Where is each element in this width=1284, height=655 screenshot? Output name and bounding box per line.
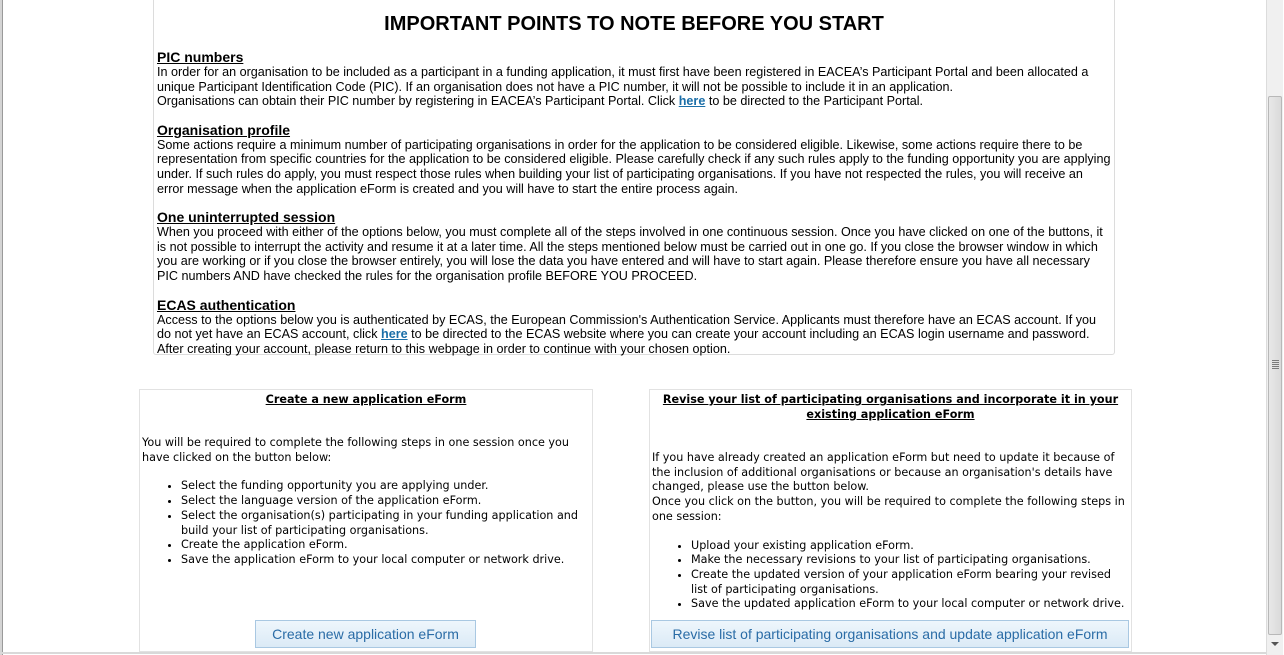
list-item: • Select the organisation(s) participating in your funding application and build your list of participating organisations. <box>181 509 590 538</box>
session-text: When you proceed with either of the options below, you must complete all of the steps involved in one continuous session. Once you have clicked on one of the buttons, it is not possible to interrupt the activity and resume it at a later time. All the steps mentioned below must be carried out in one go. If you close the browser window in which you are working or if you close the browser entirely, you will lose the data you have entered and will have to start again. Please therefore ensure you have all necessary PIC numbers AND have checked the rules for the organisation profile BEFORE YOU PROCEED. <box>157 225 1103 283</box>
create-steps-list <box>142 479 590 567</box>
bottom-divider <box>0 652 1266 654</box>
grip-icon <box>1272 360 1279 369</box>
participant-portal-link[interactable]: here <box>678 94 706 109</box>
ecas-heading: ECAS authentication <box>157 296 296 313</box>
list-item: • Create the application eForm. <box>181 538 590 553</box>
list-item: • Select the language version of the application eForm. <box>181 494 590 509</box>
profile-section <box>157 123 1111 196</box>
pic-text-2: Organisations can obtain their PIC number by registering in EACEA’s Participant Portal. Click <box>157 94 679 109</box>
pic-text-3: to be directed to the Participant Portal. <box>705 94 924 109</box>
create-eform-button[interactable]: Create new application eForm <box>255 620 476 648</box>
scrollbar-thumb[interactable] <box>1268 96 1282 635</box>
profile-text: Some actions require a minimum number of participating organisations in order for the application to be considered eligible. Likewise, some actions require there to be representation from specific countries for the application to be considered eligible. Please carefully check if any such rules apply to the funding opportunity you are applying under. If such rules do apply, you must respect those rules when building your list of participating organisations. If you have not respected the rules, you will receive an error message when the application eForm is created and you will have to start the entire process again. <box>157 137 1111 196</box>
list-item: • Save the updated application eForm to your local computer or network drive. <box>691 597 1129 612</box>
revise-panel-intro-2: Once you click on the button, you will be required to complete the following steps in one session: <box>652 495 1125 523</box>
revise-steps-list <box>652 539 1129 613</box>
important-notice-box <box>153 0 1115 355</box>
list-item: • Create the updated version of your application eForm bearing your revised list of participating organisations. <box>691 568 1129 597</box>
ecas-website-link[interactable]: here <box>381 327 408 342</box>
scroll-down-arrow-icon[interactable] <box>1271 642 1279 646</box>
pic-heading: PIC numbers <box>157 49 244 65</box>
create-panel-title: Create a new application eForm <box>265 393 467 406</box>
ecas-section <box>157 298 1111 357</box>
ecas-text <box>157 313 1111 357</box>
ecas-text-2: to be directed to the ECAS website where you can create your account including an ECAS login username and password. After creating your account, please return to this webpage in order to continue with your chosen option. <box>157 327 1090 356</box>
list-item: • Upload your existing application eForm. <box>691 539 1129 554</box>
notice-title: IMPORTANT POINTS TO NOTE BEFORE YOU START <box>384 13 884 35</box>
list-item: • Make the necessary revisions to your list of participating organisations. <box>691 553 1129 568</box>
session-section <box>157 210 1111 283</box>
pic-text <box>157 65 1111 109</box>
create-eform-panel <box>139 389 593 652</box>
list-item: • Select the funding opportunity you are applying under. <box>181 479 590 494</box>
ecas-text-1: Access to the options below you is authenticated by ECAS, the European Commission's Authentication Service. Applicants must therefore have an ECAS account. If you do not yet have an ECAS account, click <box>157 312 1097 342</box>
create-panel-intro: You will be required to complete the following steps in one session once you have clicked on the button below: <box>142 436 569 464</box>
vertical-scrollbar[interactable] <box>1266 0 1283 655</box>
window-left-border <box>0 0 3 655</box>
revise-eform-button[interactable]: Revise list of participating organisations and update application eForm <box>651 620 1129 648</box>
pic-section <box>157 50 1111 109</box>
revise-eform-panel <box>649 389 1132 652</box>
pic-text-1: In order for an organisation to be included as a participant in a funding application, it must first have been registered in EACEA’s Participant Portal and been allocated a unique Participant Identification Code (PIC). If an organisation does not have a PIC number, it will not be possible to include it in an application. <box>157 65 1089 94</box>
session-heading: One uninterrupted session <box>157 209 336 226</box>
list-item: • Save the application eForm to your local computer or network drive. <box>181 553 590 568</box>
revise-panel-intro-1: If you have already created an application eForm but need to update it because of the inclusion of additional organisations or because an organisation's details have changed, please use the button below. <box>652 451 1115 494</box>
revise-panel-title: Revise your list of participating organisations and incorporate it in your existing application eForm <box>662 393 1119 421</box>
profile-heading: Organisation profile <box>157 121 291 138</box>
